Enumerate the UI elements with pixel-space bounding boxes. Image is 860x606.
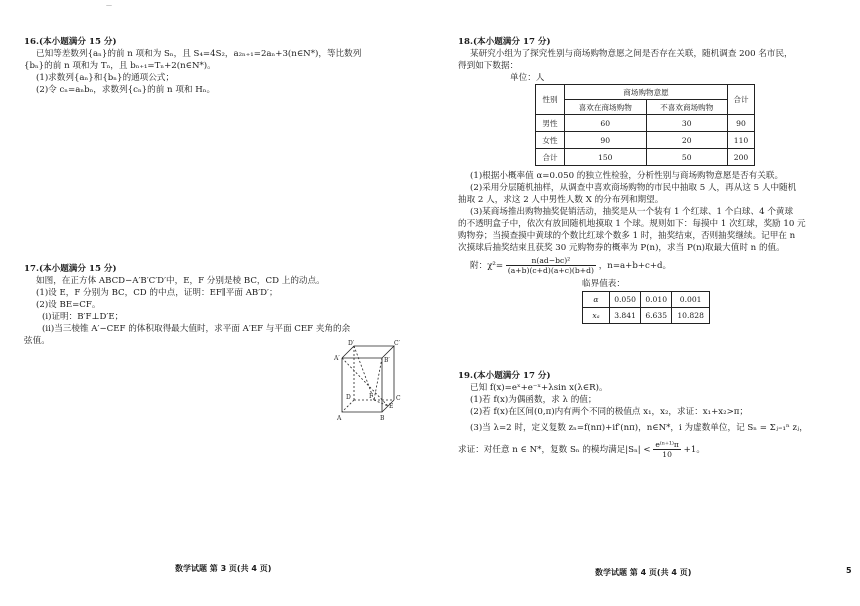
q18-part3b: 的不透明盒子中，依次有放回随机地摸取 1 个球。规则如下：每摸中 1 次红球，奖励 10 元 — [458, 219, 806, 229]
q16-title: 16.(本小题满分 15 分) — [24, 37, 117, 47]
label-E: E — [389, 403, 394, 410]
q18-line1: 某研究小组为了探究性别与商场购物意愿之间是否存在关联，随机调查 200 名市民， — [470, 49, 793, 59]
alpha-cell: 0.050 — [610, 292, 641, 308]
table-row — [536, 149, 755, 166]
q19-part1: (1)若 f(x)为偶函数，求 λ 的值； — [470, 395, 597, 405]
q19-line1: 已知 f(x)=eˣ+e⁻ˣ+λsin x(λ∈R)。 — [470, 383, 608, 393]
table-row — [536, 115, 755, 132]
th-total: 合计 — [728, 85, 755, 115]
q16-part1: (1)求数列{aₙ}和{bₙ}的通项公式； — [36, 73, 175, 83]
q17-line1: 如图，在正方体 ABCD−A′B′C′D′中，E，F 分别是棱 BC，CD 上的动点。 — [36, 276, 325, 286]
cell-dislike: 30 — [646, 115, 728, 132]
formula-prefix: 附：χ²= — [470, 261, 504, 271]
q19-proof — [458, 440, 705, 459]
proof-numerator: e⁽ⁿ⁺¹⁾π — [655, 440, 679, 449]
table-row — [583, 308, 710, 324]
proof-prefix: 求证：对任意 n ∈ N*，复数 Sₙ 的模均满足|Sₙ| < — [458, 445, 651, 455]
q18-part3d: 次摸球后抽奖结束且获奖 30 元购物券的概率为 P(n)，求当 P(n)取最大值时 n 的值。 — [458, 243, 785, 253]
label-B: B — [380, 415, 385, 422]
alpha-cell: 0.001 — [672, 292, 710, 308]
q18-unit: 单位：人 — [510, 73, 545, 83]
cell-like: 60 — [565, 115, 647, 132]
label-A: A — [337, 415, 342, 422]
formula-suffix: ，n=a+b+c+d。 — [598, 261, 672, 271]
footer-right: 数学试题 第 4 页(共 4 页) — [595, 568, 692, 577]
th-like: 喜欢在商场购物 — [565, 100, 647, 115]
label-Ap: A′ — [334, 355, 340, 362]
q17-title: 17.(本小题满分 15 分) — [24, 264, 117, 274]
q18-line2: 得到如下数据： — [458, 61, 519, 71]
cell-dislike: 20 — [646, 132, 728, 149]
table-row — [583, 292, 710, 308]
q18-part2b: 抽取 2 人，求这 2 人中男性人数 X 的分布列和期望。 — [458, 195, 664, 205]
x-cell: 6.635 — [641, 308, 672, 324]
q19-part2: (2)若 f(x)在区间(0,π)内有两个不同的极值点 x₁，x₂，求证：x₁+x₂>π； — [470, 407, 749, 417]
q18-part3a: (3)某商场推出购物抽奖促销活动，抽奖是从一个装有 1 个红球、1 个白球、4 个黄球 — [470, 207, 794, 217]
cell-total: 90 — [728, 115, 755, 132]
label-F: F — [369, 393, 374, 400]
cell-label: 合计 — [536, 149, 565, 166]
label-Dp: D′ — [348, 340, 355, 347]
corner-mark: 5 — [846, 566, 852, 575]
q19-title: 19.(本小题满分 17 分) — [458, 371, 551, 381]
survey-table — [535, 84, 755, 166]
q17-part1: (1)设 E，F 分别为 BC，CD 的中点，证明：EF∥平面 AB′D′； — [36, 288, 278, 298]
cell-label: 女性 — [536, 132, 565, 149]
th-group: 商场购物意愿 — [565, 85, 728, 100]
cell-like: 90 — [565, 132, 647, 149]
proof-denominator: 10 — [662, 450, 672, 459]
q18-part1: (1)根据小概率值 α=0.050 的独立性检验，分析性别与商场购物意愿是否有关联。 — [470, 171, 784, 181]
right-page — [430, 0, 860, 606]
label-Cp: C′ — [394, 340, 400, 347]
top-mark: — — [106, 2, 112, 9]
label-C: C — [396, 395, 401, 402]
table-row — [536, 132, 755, 149]
q18-part3c: 购物券；当摸查摸中黄球的个数比红球个数多 1 时，抽奖结束，否则抽奖继续。记甲在 n — [458, 231, 796, 241]
q16-line2: {bₙ}的前 n 项和为 Tₙ，且 bₙ₊₁=Tₙ+2(n∈N*)。 — [24, 61, 216, 71]
footer-left: 数学试题 第 3 页(共 4 页) — [175, 564, 272, 573]
cell-dislike: 50 — [646, 149, 728, 166]
label-D: D — [346, 394, 351, 401]
x-cell: 10.828 — [672, 308, 710, 324]
label-Bp: B′ — [384, 357, 390, 364]
q17-part2ii-b: 弦值。 — [24, 336, 50, 346]
alpha-cell: 0.010 — [641, 292, 672, 308]
cell-total: 200 — [728, 149, 755, 166]
crit-title: 临界值表： — [582, 279, 625, 289]
alpha-label: α — [583, 292, 610, 308]
formula-fraction — [506, 256, 596, 275]
q16-part2: (2)令 cₙ=aₙbₙ，求数列{cₙ}的前 n 项和 Hₙ。 — [36, 85, 216, 95]
q18-title: 18.(本小题满分 17 分) — [458, 37, 551, 47]
th-gender: 性别 — [536, 85, 565, 115]
cell-label: 男性 — [536, 115, 565, 132]
chi-square-formula — [470, 256, 671, 275]
q19-part3: (3)当 λ=2 时，定义复数 zₙ=f(nπ)+if′(nπ)，n∈N*，i 为虚数单位，记 Sₙ = Σⱼ₌₁ⁿ zⱼ， — [470, 423, 808, 433]
cell-like: 150 — [565, 149, 647, 166]
q17-part2i: (ⅰ)证明：B′F⊥D′E； — [42, 312, 124, 322]
proof-suffix: +1。 — [683, 445, 705, 455]
th-dislike: 不喜欢商场购物 — [646, 100, 728, 115]
cube-figure — [332, 340, 412, 425]
q16-line1: 已知等差数列{aₙ}的前 n 项和为 Sₙ，且 S₄=4S₂，a₂ₙ₊₁=2aₙ+3(n∈N*)，等比数列 — [36, 49, 362, 59]
formula-denominator: (a+b)(c+d)(a+c)(b+d) — [507, 266, 594, 275]
q17-part2ii-a: (ⅱ)当三棱锥 A′−CEF 的体积取得最大值时，求平面 A′EF 与平面 CEF 夹角的余 — [42, 324, 351, 334]
proof-fraction — [653, 440, 681, 459]
cell-total: 110 — [728, 132, 755, 149]
q18-part2a: (2)采用分层随机抽样，从调查中喜欢商场购物的市民中抽取 5 人，再从这 5 人中随机 — [470, 183, 797, 193]
x-cell: 3.841 — [610, 308, 641, 324]
formula-numerator: n(ad−bc)² — [506, 256, 596, 266]
q17-part2: (2)设 BE=CF。 — [36, 300, 101, 310]
x-label: xₐ — [583, 308, 610, 324]
critical-value-table — [582, 291, 710, 324]
